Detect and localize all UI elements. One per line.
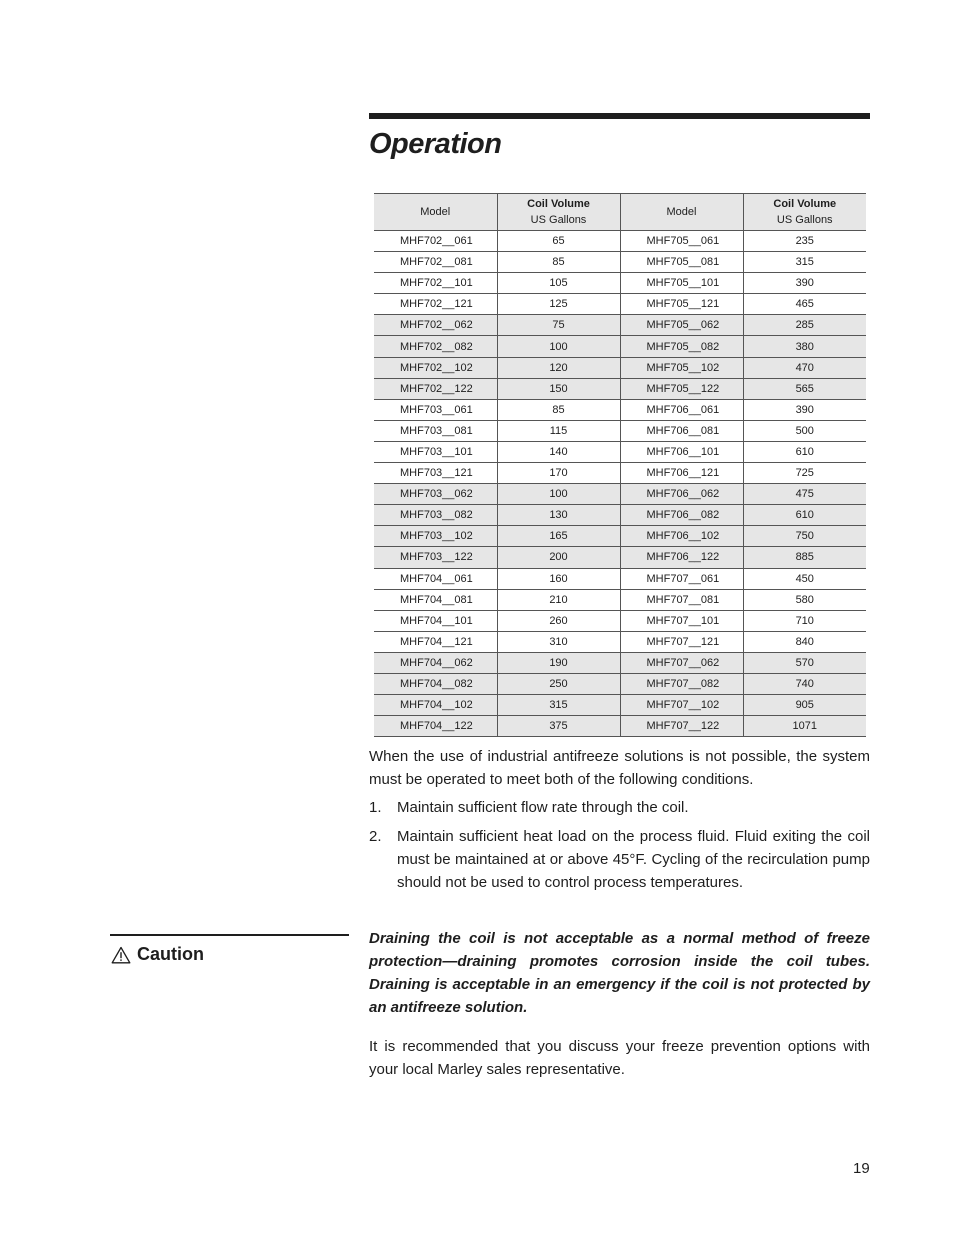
table-row [374, 695, 866, 716]
recommendation-paragraph: It is recommended that you discuss your freeze prevention options with your local Marley sales representative. [369, 1038, 870, 1078]
model-cell: MHF703__121 [374, 463, 497, 484]
coil-volume-cell: 150 [497, 378, 620, 399]
table-row [374, 631, 866, 652]
list-item [369, 825, 870, 894]
coil-volume-cell: 75 [497, 315, 620, 336]
model-cell: MHF703__082 [374, 505, 497, 526]
model-cell: MHF707__102 [620, 695, 743, 716]
table-row [374, 505, 866, 526]
table-row [374, 463, 866, 484]
model-cell: MHF707__062 [620, 652, 743, 673]
coil-volume-cell: 190 [497, 652, 620, 673]
coil-volume-cell: 100 [497, 484, 620, 505]
coil-volume-cell: 740 [795, 678, 814, 691]
coil-volume-cell: 140 [497, 441, 620, 462]
table-header-row [374, 194, 866, 231]
model-cell: MHF703__101 [374, 441, 497, 462]
coil-volume-cell: 105 [497, 273, 620, 294]
model-cell: MHF705__102 [620, 357, 743, 378]
model-cell: MHF706__081 [620, 420, 743, 441]
model-cell: MHF704__062 [374, 652, 497, 673]
table-row [374, 336, 866, 357]
caution-text: Draining the coil is not acceptable as a normal method of freeze protection—draining promotes corrosion inside the coil tubes. Draining is acceptable in an emergency if the coil is not protected by an antifreeze solution. [369, 930, 870, 1016]
model-cell: MHF702__061 [374, 231, 497, 252]
coil-volume-cell: 315 [795, 256, 814, 269]
table-row [374, 716, 866, 737]
caution-rule [110, 934, 349, 936]
model-cell: MHF706__102 [620, 526, 743, 547]
intro-paragraph: When the use of industrial antifreeze solutions is not possible, the system must be operated to meet both of the following conditions. [369, 748, 870, 788]
model-cell: MHF707__061 [620, 568, 743, 589]
coil-volume-cell: 200 [497, 547, 620, 568]
model-cell: MHF705__082 [620, 336, 743, 357]
coil-volume-cell: 1071 [792, 720, 817, 733]
model-cell: MHF703__081 [374, 420, 497, 441]
table-row [374, 526, 866, 547]
model-cell: MHF704__122 [374, 716, 497, 737]
coil-volume-cell: 905 [795, 699, 814, 712]
model-cell: MHF702__122 [374, 378, 497, 399]
model-cell: MHF707__082 [620, 673, 743, 694]
coil-volume-cell: 840 [795, 635, 814, 648]
warning-triangle-icon [111, 946, 131, 964]
coil-volume-cell: 170 [497, 463, 620, 484]
coil-volume-cell: 125 [497, 294, 620, 315]
coil-volume-cell: 65 [497, 231, 620, 252]
header-coil-volume-2: Coil Volume US Gallons [773, 198, 837, 226]
table-row [374, 568, 866, 589]
model-cell: MHF705__061 [620, 231, 743, 252]
caution-heading [111, 944, 204, 965]
conditions-list [369, 796, 870, 900]
table-row [374, 357, 866, 378]
model-cell: MHF702__102 [374, 357, 497, 378]
coil-volume-cell: 375 [497, 716, 620, 737]
table-row [374, 673, 866, 694]
coil-volume-cell: 85 [497, 399, 620, 420]
coil-volume-cell: 610 [795, 509, 814, 522]
coil-volume-cell: 120 [497, 357, 620, 378]
table-row [374, 294, 866, 315]
header-model-1: Model [374, 194, 497, 231]
model-cell: MHF703__062 [374, 484, 497, 505]
table-body [374, 231, 866, 737]
coil-volume-cell: 235 [795, 235, 814, 248]
coil-volume-cell: 725 [795, 467, 814, 480]
coil-volume-cell: 160 [497, 568, 620, 589]
model-cell: MHF702__121 [374, 294, 497, 315]
model-cell: MHF703__061 [374, 399, 497, 420]
coil-volume-cell: 565 [795, 382, 814, 395]
table-row [374, 378, 866, 399]
list-text: Maintain sufficient flow rate through the coil. [397, 799, 689, 816]
coil-volume-cell: 380 [795, 340, 814, 353]
model-cell: MHF705__062 [620, 315, 743, 336]
coil-volume-cell: 465 [795, 298, 814, 311]
model-cell: MHF703__122 [374, 547, 497, 568]
coil-volume-cell: 285 [795, 319, 814, 332]
model-cell: MHF707__101 [620, 610, 743, 631]
model-cell: MHF705__122 [620, 378, 743, 399]
coil-volume-cell: 500 [795, 424, 814, 437]
model-cell: MHF702__081 [374, 252, 497, 273]
model-cell: MHF706__062 [620, 484, 743, 505]
coil-volume-cell: 210 [497, 589, 620, 610]
table-row [374, 420, 866, 441]
coil-volume-cell: 570 [795, 656, 814, 669]
model-cell: MHF705__101 [620, 273, 743, 294]
coil-volume-cell: 100 [497, 336, 620, 357]
table-row [374, 315, 866, 336]
model-cell: MHF707__121 [620, 631, 743, 652]
model-cell: MHF706__082 [620, 505, 743, 526]
model-cell: MHF707__122 [620, 716, 743, 737]
table-row [374, 484, 866, 505]
model-cell: MHF702__062 [374, 315, 497, 336]
model-cell: MHF707__081 [620, 589, 743, 610]
coil-volume-cell: 115 [497, 420, 620, 441]
table-row [374, 610, 866, 631]
model-cell: MHF704__121 [374, 631, 497, 652]
model-cell: MHF705__121 [620, 294, 743, 315]
list-text: Maintain sufficient heat load on the process fluid. Fluid exiting the coil must be maintained at or above 45°F. Cycling of the recirculation pump should not be used to control process temperatures. [397, 828, 870, 891]
model-cell: MHF706__061 [620, 399, 743, 420]
coil-volume-cell: 390 [795, 403, 814, 416]
coil-volume-cell: 315 [497, 695, 620, 716]
coil-volume-cell: 130 [497, 505, 620, 526]
coil-volume-cell: 610 [795, 445, 814, 458]
model-cell: MHF705__081 [620, 252, 743, 273]
model-cell: MHF706__121 [620, 463, 743, 484]
model-cell: MHF706__122 [620, 547, 743, 568]
coil-volume-cell: 475 [795, 488, 814, 501]
caution-label: Caution [137, 944, 204, 964]
table-row [374, 589, 866, 610]
coil-volume-cell: 580 [795, 593, 814, 606]
list-number: 1. [369, 799, 382, 816]
table-row [374, 652, 866, 673]
list-item [369, 796, 870, 819]
coil-volume-cell: 450 [795, 572, 814, 585]
model-cell: MHF704__061 [374, 568, 497, 589]
table-row [374, 399, 866, 420]
model-cell: MHF702__101 [374, 273, 497, 294]
model-cell: MHF703__102 [374, 526, 497, 547]
model-cell: MHF706__101 [620, 441, 743, 462]
coil-volume-cell: 310 [497, 631, 620, 652]
coil-volume-cell: 390 [795, 277, 814, 290]
page-title: Operation [369, 128, 502, 160]
coil-volume-cell: 885 [795, 551, 814, 564]
title-rule [369, 113, 870, 119]
table-row [374, 547, 866, 568]
header-coil-volume-1: Coil Volume US Gallons [497, 194, 620, 231]
coil-volume-cell: 250 [497, 673, 620, 694]
header-model-2: Model [620, 194, 743, 231]
coil-volume-cell: 470 [795, 361, 814, 374]
model-cell: MHF704__081 [374, 589, 497, 610]
coil-volume-cell: 85 [497, 252, 620, 273]
table-row [374, 252, 866, 273]
coil-volume-cell: 165 [497, 526, 620, 547]
model-cell: MHF704__101 [374, 610, 497, 631]
coil-volume-cell: 710 [795, 614, 814, 627]
table-row [374, 273, 866, 294]
list-number: 2. [369, 828, 382, 845]
model-cell: MHF704__082 [374, 673, 497, 694]
coil-volume-cell: 260 [497, 610, 620, 631]
coil-volume-cell: 750 [795, 530, 814, 543]
coil-volume-table [374, 193, 866, 737]
model-cell: MHF702__082 [374, 336, 497, 357]
table-row [374, 231, 866, 252]
table-row [374, 441, 866, 462]
page-number: 19 [853, 1160, 870, 1177]
model-cell: MHF704__102 [374, 695, 497, 716]
